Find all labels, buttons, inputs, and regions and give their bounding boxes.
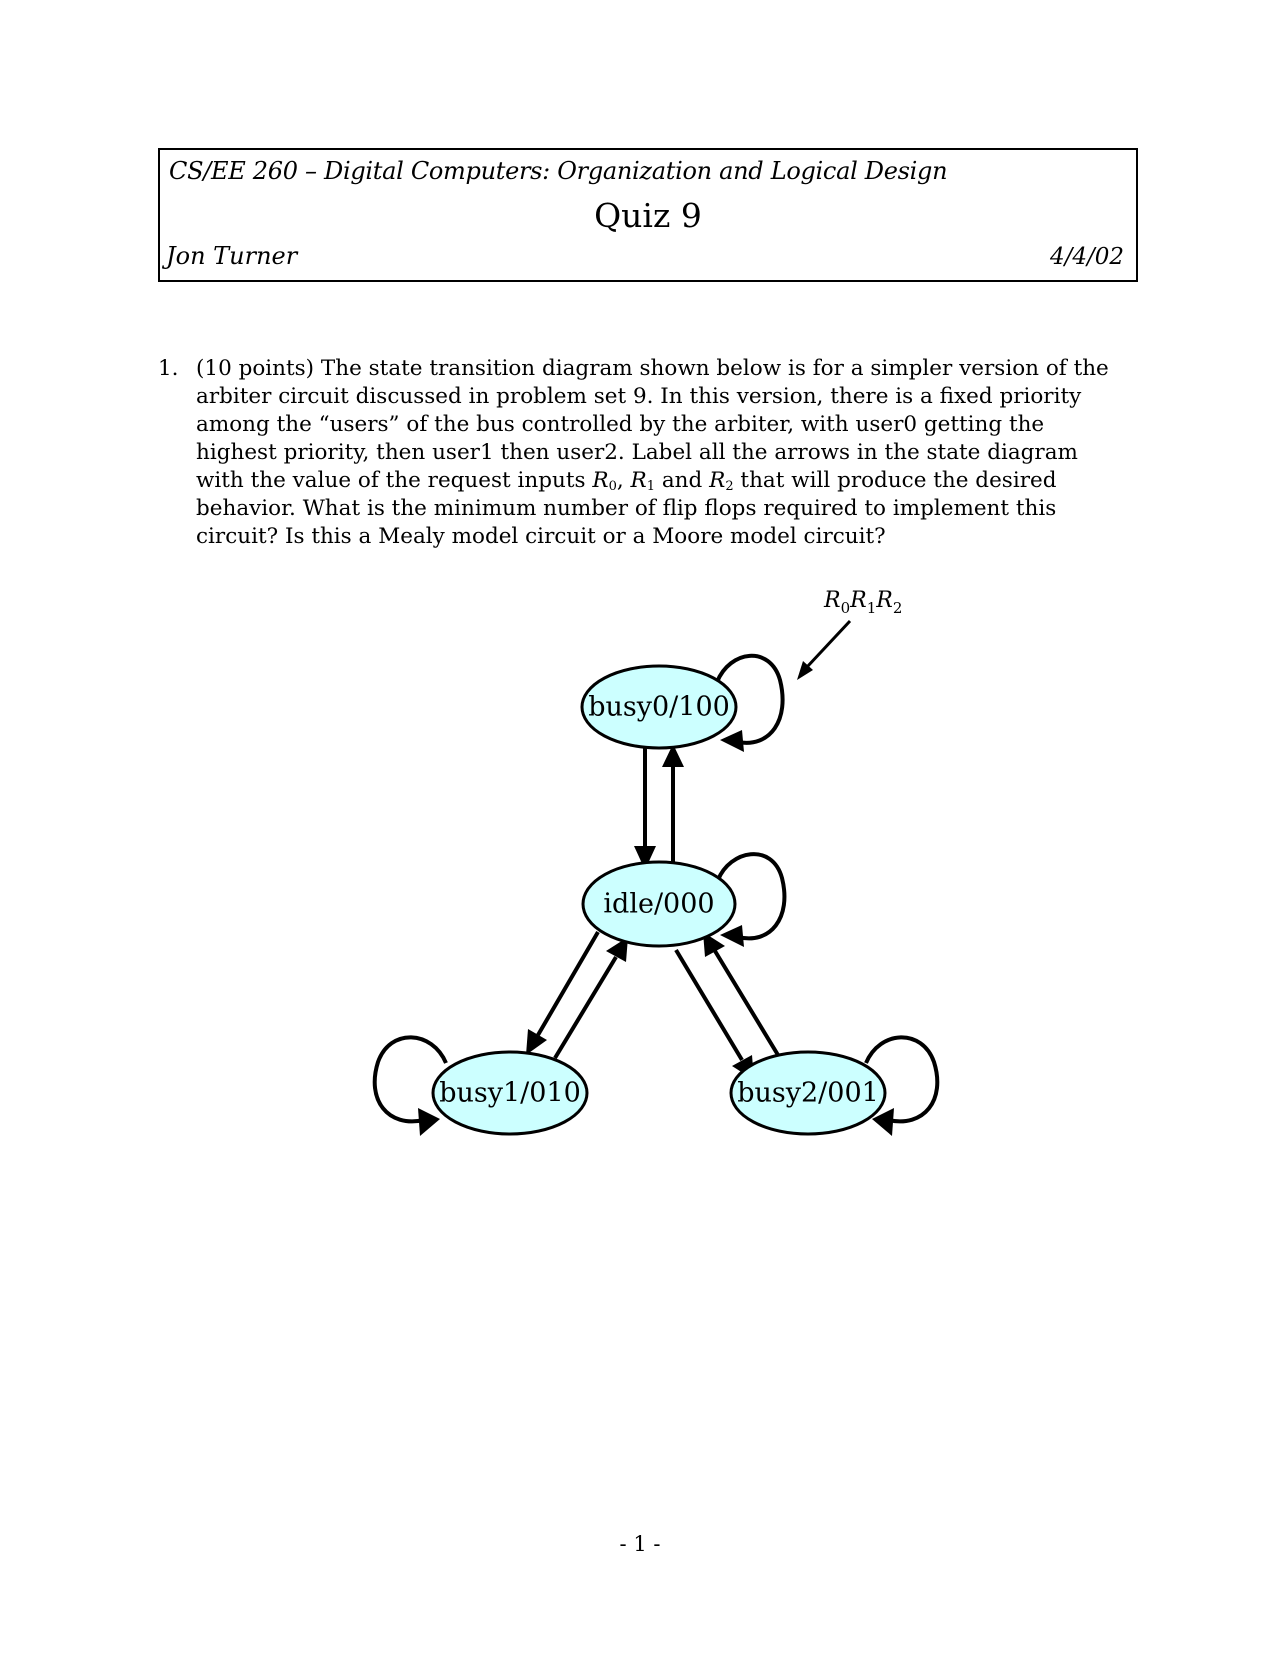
quiz-title: Quiz 9: [594, 196, 702, 235]
inputs-r2-sub: 2: [892, 599, 903, 617]
self-loop-busy0-arrowhead: [720, 730, 744, 752]
author-name: Jon Turner: [166, 242, 298, 270]
inputs-r0-sub: 0: [840, 599, 851, 617]
state-idle-label: idle/000: [603, 888, 715, 920]
edge-idle-to-busy1: [538, 932, 598, 1035]
r0-symbol: R: [592, 468, 609, 493]
inputs-r2: R: [876, 588, 893, 613]
separator-1: ,: [616, 468, 631, 493]
inputs-r1-sub: 1: [866, 599, 877, 617]
self-loop-busy1: [375, 1037, 446, 1121]
inputs-pointer-arrow-line: [807, 621, 850, 667]
page-number: - 1 -: [619, 1532, 661, 1556]
r0-subscript: 0: [608, 479, 617, 494]
self-loop-busy1-arrowhead: [418, 1108, 440, 1136]
inputs-r0: R: [824, 588, 841, 613]
state-busy1-label: busy1/010: [439, 1077, 581, 1109]
quiz-date: 4/4/02: [1049, 244, 1124, 270]
r2-subscript: 2: [725, 479, 734, 494]
course-title: CS/EE 260 – Digital Computers: Organization and Logical Design: [169, 157, 948, 185]
self-loop-idle-arrowhead: [720, 925, 744, 947]
r1-symbol: R: [630, 468, 647, 493]
edge-busy1-to-idle: [555, 957, 616, 1058]
question-text-part1: (10 points) The state transition diagram shown below is for a simpler version of the arbiter circuit discussed in problem set 9. In this version, there is a fixed priority among the “users” of the bus controlled by the arbiter, with user0 getting the highest priority, then user1 then user2. Label all the arrows in the state diagram with the value of the request inputs: [196, 356, 1109, 493]
state-busy1: [433, 1052, 587, 1134]
state-busy2: [731, 1052, 885, 1134]
question-number: 1.: [158, 356, 179, 381]
state-busy0: [582, 666, 736, 748]
state-busy2-label: busy2/001: [737, 1077, 879, 1109]
r2-symbol: R: [709, 468, 726, 493]
state-idle: [583, 862, 735, 946]
inputs-label: [823, 588, 902, 617]
edge-idle-to-busy2: [676, 950, 742, 1060]
separator-2: and: [655, 468, 710, 493]
question-text-part2: that will produce the desired behavior. What is the minimum number of flip flops required to implement this circuit? Is this a Mealy model circuit or a Moore model circuit?: [196, 468, 1057, 549]
inputs-r1: R: [850, 588, 867, 613]
edge-idle-to-busy1-arrowhead: [526, 1029, 547, 1055]
state-busy0-label: busy0/100: [588, 691, 730, 723]
edge-busy2-to-idle: [715, 951, 778, 1055]
r1-subscript: 1: [646, 479, 655, 494]
